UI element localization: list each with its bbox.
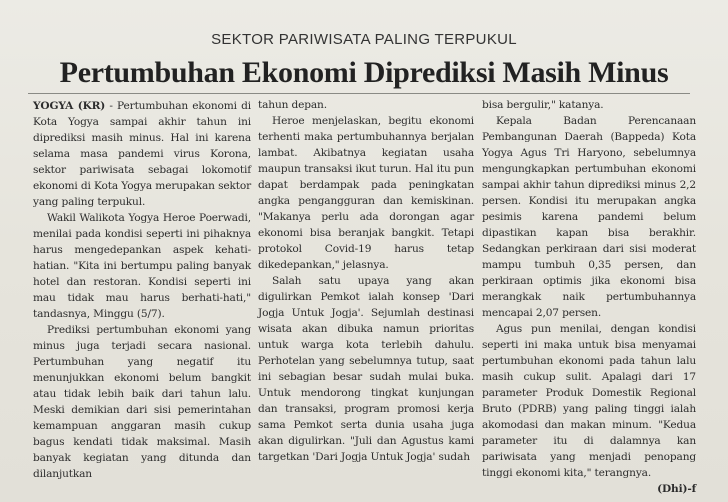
article-paragraph: tahun depan. <box>258 99 327 111</box>
article-dateline: YOGYA (KR) <box>33 100 106 112</box>
article-paragraph: Heroe menjelaskan, begitu ekonomi terhenti maka pertumbuhannya berjalan lambat. Akibatnya kegiatan usaha maupun transaksi ikut turun. Hal itu pun dapat berdampak pada peningkatan angka pengangguran dan kemiskinan. "Makanya perlu ada dorongan agar ekonomi bisa beranjak bangkit. Tetapi protokol Covid-19 harus tetap dikedepankan," jelasnya. <box>258 115 474 271</box>
article-paragraph: Salah satu upaya yang akan digulirkan Pemkot ialah konsep 'Dari Jogja Untuk Jogja'. Sejumlah destinasi wisata akan dibuka namun prioritas untuk warga kota terlebih dahulu. Perhotelan yang sebelumnya tutup, saat ini sebagian besar sudah mulai buka. Untuk mendorong tingkat kunjungan dan transaksi, program promosi kerja sama Pemkot serta dunia usaha juga akan digulirkan. "Juli dan Agustus kami targetkan 'Dari Jogja Untuk Jogja' sudah <box>258 275 474 463</box>
article-paragraph: bisa bergulir," katanya. <box>482 99 604 111</box>
paragraph-text: - Pertumbuhan ekonomi di Kota Yogya sampai akhir tahun ini diprediksi masih minus. Hal ini karena selama masa pandemi virus Korona, sektor pariwisata sebagai lokomotif ekonomi di Kota Yogya merupakan sektor yang paling terpukul. <box>33 100 252 208</box>
article-kicker: SEKTOR PARIWISATA PALING TERPUKUL <box>211 31 517 48</box>
article-paragraph <box>482 321 696 495</box>
article-paragraph: Prediksi pertumbuhan ekonomi yang minus juga terjadi secara nasional. Pertumbuhan yang negatif itu menunjukkan ekonomi belum bangkit atau tidak lebih baik dari tahun lalu. Meski demikian dari sisi pemerintahan kemampuan anggaran masih cukup bagus kendati tidak maksimal. Masih banyak kegiatan yang ditunda dan dilanjutkan <box>33 324 251 480</box>
article-column-2 <box>258 97 474 465</box>
headline-rule <box>28 93 690 94</box>
article-paragraph: Kepala Badan Perencanaan Pembangunan Daerah (Bappeda) Kota Yogya Agus Tri Haryono, sebelumnya mengungkapkan pertumbuhan ekonomi sampai akhir tahun diprediksi minus 2,2 persen. Kondisi itu merupakan angka pesimis karena pandemi belum dipastikan kapan bisa berakhir. Sedangkan perkiraan dari sisi moderat mampu tumbuh 0,35 persen, dan perkiraan optimis jika ekonomi bisa merangkak naik pertumbuhannya mencapai 2,07 persen. <box>482 115 696 319</box>
article-headline: Pertumbuhan Ekonomi Diprediksi Masih Minus <box>59 56 669 89</box>
article-paragraph: Wakil Walikota Yogya Heroe Poerwadi, menilai pada kondisi seperti ini pihaknya harus mengedepankan aspek kehati-hatian. "Kita ini bertumpu paling banyak hotel dan restoran. Kondisi seperti ini mau tidak mau harus berhati-hati," tandasnya, Minggu (5/7). <box>33 212 251 320</box>
article-paragraph <box>33 98 251 210</box>
article-signoff: (Dhi)-f <box>657 483 696 495</box>
article-column-3 <box>482 97 696 497</box>
paragraph-text: Agus pun menilai, dengan kondisi seperti ini maka untuk bisa menyamai pertumbuhan ekonomi pada tahun lalu masih cukup sulit. Apalagi dari 17 parameter Produk Domestik Regional Bruto (PDRB) yang paling tinggi ialah akomodasi dan makan minum. "Kedua parameter itu di dalamnya kan pariwisata yang menjadi penopang tinggi ekonomi kita," terangnya. <box>482 323 696 479</box>
article-column-1 <box>33 98 251 482</box>
